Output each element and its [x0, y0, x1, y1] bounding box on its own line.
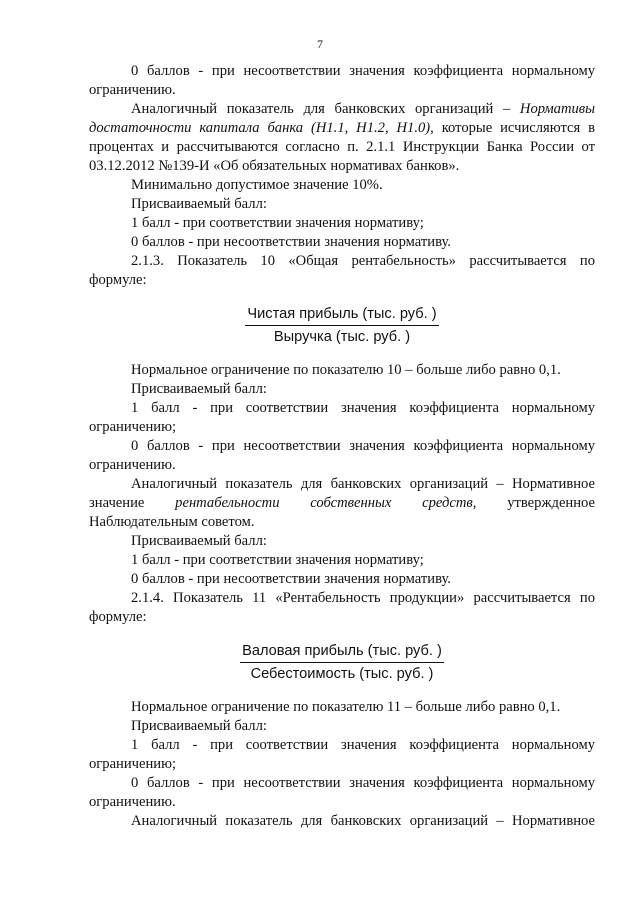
paragraph: 0 баллов - при несоответствии значения нормативу. [131, 234, 451, 250]
paragraph: Аналогичный показатель для банковских организаций – Нормативное [131, 813, 595, 829]
paragraph: Нормальное ограничение по показателю 11 – больше либо равно 0,1. [131, 699, 561, 715]
paragraph: 0 баллов - при несоответствии значения нормативу. [131, 571, 451, 587]
paragraph: Присваиваемый балл: [131, 196, 267, 212]
paragraph [89, 475, 595, 532]
italic-text: рентабельности собственных средств [175, 495, 473, 511]
paragraph: Присваиваемый балл: [131, 381, 267, 397]
paragraph: 1 балл - при соответствии значения нормативу; [131, 215, 424, 231]
formula-numerator: Чистая прибыль (тыс. руб. ) [247, 306, 437, 322]
paragraph: Присваиваемый балл: [131, 533, 267, 549]
paragraph [89, 100, 595, 176]
formula-denominator: Выручка (тыс. руб. ) [273, 329, 411, 345]
paragraph: 0 баллов - при несоответствии значения коэффициента нормальному ограничению. [89, 63, 595, 98]
document-body [89, 62, 595, 831]
formula-product-profitability [89, 642, 595, 683]
paragraph: 1 балл - при соответствии значения нормативу; [131, 552, 424, 568]
formula-denominator: Себестоимость (тыс. руб. ) [250, 666, 434, 682]
page-number: 7 [317, 37, 323, 51]
text-span: , утвержденное Наблюдательным советом. [89, 495, 595, 530]
text-span: которые исчисляются в процентах и рассчитываются согласно п. 2.1.1 Инструкции Банка России от 03.12.2012 №139-И «Об обязательных нормативах банков». [89, 120, 595, 174]
fraction [240, 642, 444, 683]
paragraph: 0 баллов - при несоответствии значения коэффициента нормальному ограничению. [89, 775, 595, 810]
text-span: Аналогичный показатель для банковских организаций – Нормативное значение [89, 476, 595, 511]
paragraph: 1 балл - при соответствии значения коэффициента нормальному ограничению; [89, 737, 595, 772]
italic-text: Нормативы достаточности капитала банка (Н1.1, Н1.2, Н1.0), [89, 101, 595, 136]
formula-general-profitability [89, 305, 595, 346]
paragraph: 1 балл - при соответствии значения коэффициента нормальному ограничению; [89, 400, 595, 435]
formula-numerator: Валовая прибыль (тыс. руб. ) [242, 643, 442, 659]
fraction [245, 305, 438, 346]
paragraph: Нормальное ограничение по показателю 10 – больше либо равно 0,1. [131, 362, 561, 378]
paragraph: 0 баллов - при несоответствии значения коэффициента нормальному ограничению. [89, 438, 595, 473]
paragraph: Присваиваемый балл: [131, 718, 267, 734]
text-span: Аналогичный показатель для банковских организаций – [131, 101, 520, 117]
paragraph: 2.1.3. Показатель 10 «Общая рентабельность» рассчитывается по формуле: [89, 253, 595, 288]
paragraph: Минимально допустимое значение 10%. [131, 177, 383, 193]
paragraph: 2.1.4. Показатель 11 «Рентабельность продукции» рассчитывается по формуле: [89, 590, 595, 625]
